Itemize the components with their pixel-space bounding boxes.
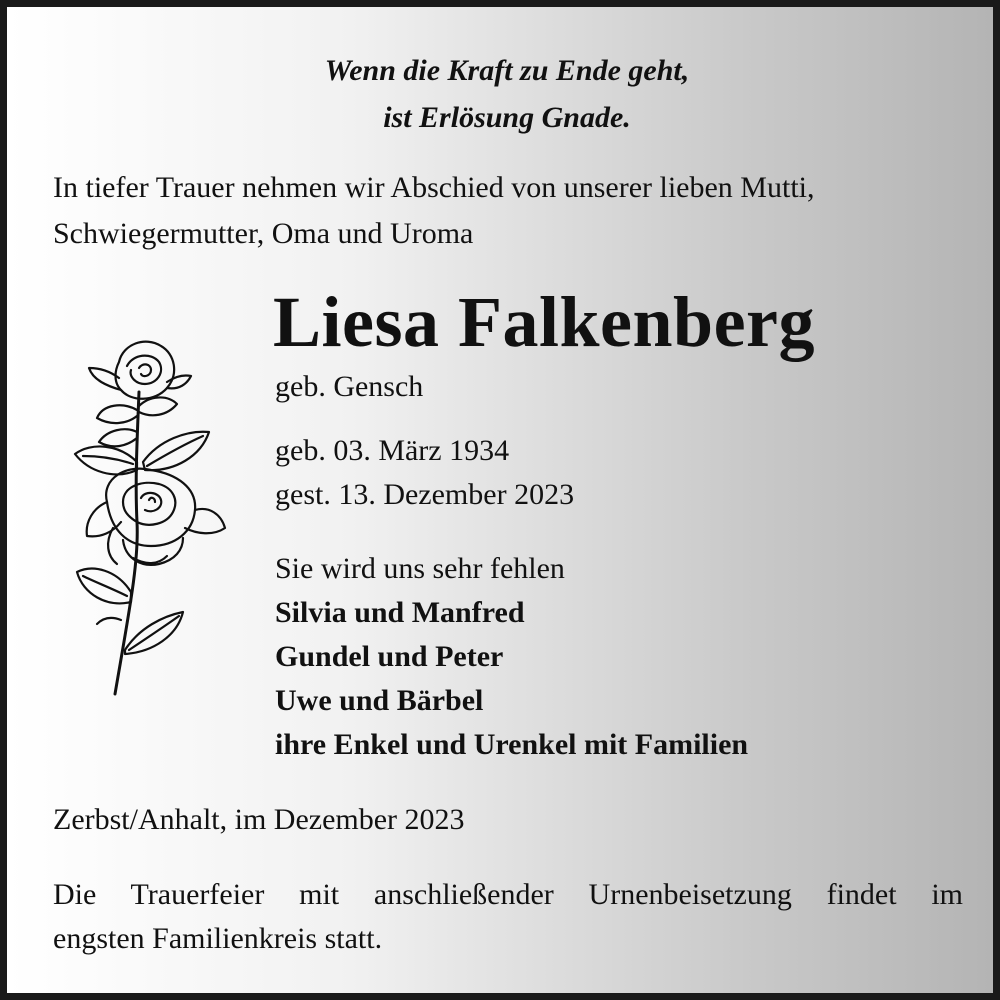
deceased-name: Liesa Falkenberg: [273, 282, 815, 362]
intro-line-1: In tiefer Trauer nehmen wir Abschied von unserer lieben Mutti,: [53, 171, 815, 204]
intro-line-2: Schwiegermutter, Oma und Uroma: [53, 217, 474, 250]
motto-line-2: ist Erlösung Gnade.: [383, 101, 631, 134]
mourner-name: Gundel und Peter: [275, 640, 504, 673]
closing-text: Sie wird uns sehr fehlen: [275, 552, 565, 585]
motto: [7, 47, 1000, 141]
maiden-name: geb. Gensch: [275, 370, 424, 403]
place-date: Zerbst/Anhalt, im Dezember 2023: [53, 803, 465, 836]
mourner-name: ihre Enkel und Urenkel mit Familien: [275, 728, 749, 761]
rose-icon: [67, 332, 232, 702]
funeral-line-1: Die Trauerfeier mit anschließender Urnenbeisetzung findet im: [53, 878, 963, 911]
mourner-name: Silvia und Manfred: [275, 596, 525, 629]
motto-line-1: Wenn die Kraft zu Ende geht,: [324, 54, 690, 87]
funeral-note: [53, 873, 963, 961]
birth-date: geb. 03. März 1934: [275, 434, 510, 467]
mourners-block: [275, 547, 748, 767]
death-date: gest. 13. Dezember 2023: [275, 478, 575, 511]
intro-text: [53, 165, 973, 257]
mourner-name: Uwe und Bärbel: [275, 684, 484, 717]
funeral-line-2: engsten Familienkreis statt.: [53, 922, 383, 955]
life-dates: [275, 429, 574, 517]
